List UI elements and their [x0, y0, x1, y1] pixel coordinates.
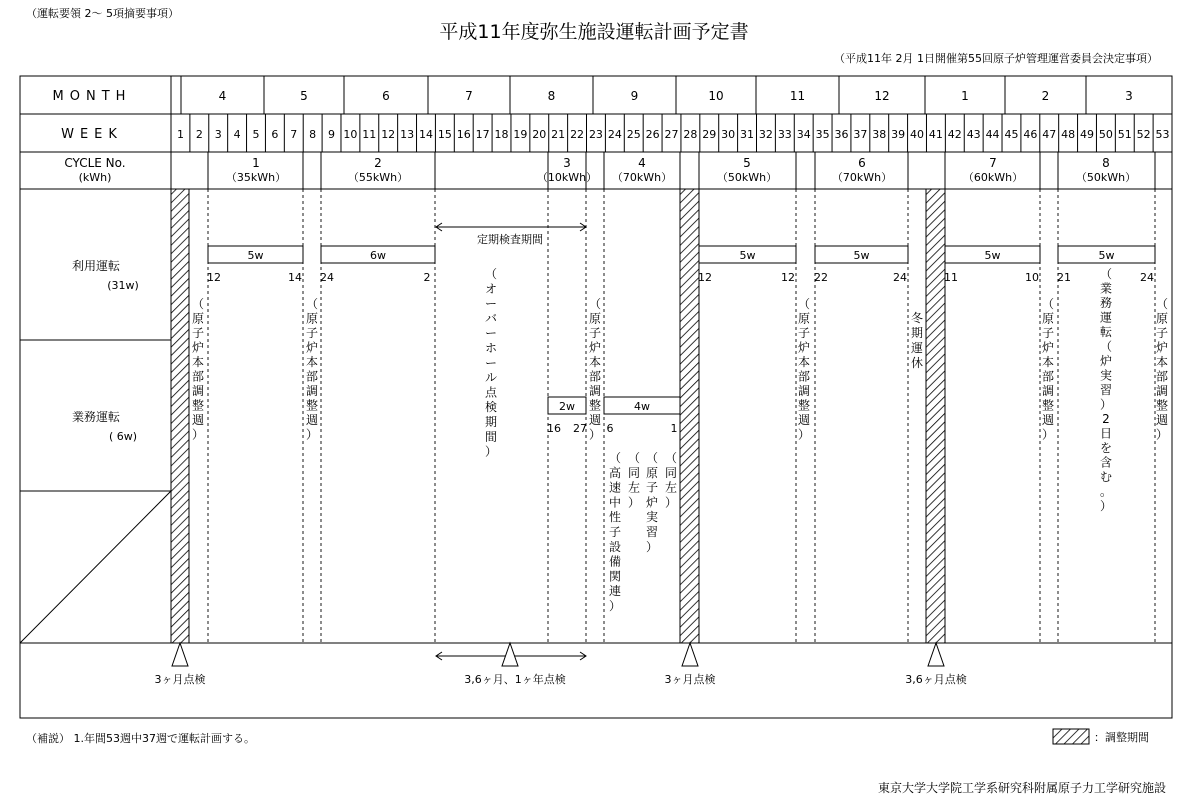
month-label: 10 — [708, 89, 724, 103]
cycle-number: 1 — [252, 156, 260, 170]
week-label: 47 — [1042, 128, 1057, 141]
gyoumu-start-day: 16 — [547, 422, 561, 435]
month-label: 8 — [547, 89, 556, 103]
week-label: 39 — [891, 128, 906, 141]
week-label: 41 — [928, 128, 943, 141]
week-label: 5 — [252, 128, 260, 141]
riyou-end-day: 10 — [1025, 271, 1039, 284]
inspection-label-2: 3,6ヶ月、1ヶ年点検 — [464, 673, 566, 686]
teiki-label: 定期検査期間 — [477, 233, 543, 246]
week-label: 40 — [910, 128, 925, 141]
cycle-row-unit: (kWh) — [78, 171, 112, 184]
week-label: 31 — [740, 128, 755, 141]
week-label: 1 — [176, 128, 184, 141]
winter-note: 冬期運休 — [910, 311, 924, 370]
week-label: 36 — [834, 128, 849, 141]
week-label: 13 — [400, 128, 415, 141]
adjust-note-3: （原子炉本部調整週） — [588, 297, 602, 442]
inspection-label-3: 3ヶ月点検 — [664, 673, 716, 686]
week-label: 33 — [777, 128, 792, 141]
cycle-number: 3 — [563, 156, 571, 170]
week-label: 27 — [664, 128, 679, 141]
cycle-number: 2 — [374, 156, 382, 170]
week-label: 49 — [1080, 128, 1095, 141]
week-label: 51 — [1117, 128, 1132, 141]
month-label: 4 — [218, 89, 227, 103]
week-label: 2 — [195, 128, 203, 141]
overhaul-note: （オーバーホール点検期間） — [484, 267, 498, 459]
adjust-note-4: （原子炉本部調整週） — [797, 297, 811, 442]
week-label: 15 — [437, 128, 452, 141]
teiki-arrow — [436, 223, 586, 231]
week-label: 18 — [494, 128, 509, 141]
gyoumu8-note: （業務運転（炉実習） 2 日を含む。） — [1099, 267, 1113, 513]
month-label: 5 — [300, 89, 308, 103]
week-label: 8 — [309, 128, 317, 141]
month-label: 7 — [465, 89, 473, 103]
gyoumu-start-day: 6 — [606, 422, 614, 435]
riyou-end-day: 2 — [423, 271, 431, 284]
week-label: 32 — [758, 128, 773, 141]
adjust-note-2: （原子炉本部調整週） — [305, 297, 319, 442]
week-label: 44 — [985, 128, 1000, 141]
week-label: 53 — [1155, 128, 1170, 141]
inspection-label-1: 3ヶ月点検 — [154, 673, 206, 686]
week-label: 42 — [947, 128, 962, 141]
week-label: 7 — [290, 128, 298, 141]
page-title: 平成11年度弥生施設運転計画予定書 — [439, 21, 749, 43]
legend-label: ：調整期間 — [1094, 731, 1149, 744]
week-label: 6 — [271, 128, 279, 141]
week-label: 28 — [683, 128, 698, 141]
gyoumu-row-weeks: ( 6w) — [108, 430, 138, 443]
decision-note: （平成11年 2月 1日開催第55回原子炉管理運営委員会決定事項） — [834, 52, 1158, 65]
adjustment-period-hatch — [171, 189, 189, 643]
riyou-row-weeks: (31w) — [107, 279, 139, 292]
month-label: 12 — [874, 89, 890, 103]
week-label: 45 — [1004, 128, 1019, 141]
month-label: 2 — [1041, 89, 1050, 103]
week-label: 22 — [570, 128, 585, 141]
week-label: 37 — [853, 128, 868, 141]
kousoku-note: （高速中性子設備関連） — [608, 451, 622, 613]
week-label: 38 — [872, 128, 887, 141]
adjustment-period-hatch — [926, 189, 945, 643]
week-label: 23 — [588, 128, 603, 141]
riyou-start-day: 12 — [207, 271, 221, 284]
inspection-marker — [682, 643, 698, 666]
week-label: 3 — [214, 128, 222, 141]
week-label: 25 — [626, 128, 641, 141]
adjustment-period-hatch — [680, 189, 699, 643]
inspection-marker — [502, 643, 518, 666]
cycle-kwh: （60kWh） — [962, 171, 1024, 184]
week-row-label: WEEK — [61, 127, 123, 142]
gyoumu-end-day: 27 — [573, 422, 587, 435]
week-label: 46 — [1023, 128, 1038, 141]
inspection-label-4: 3,6ヶ月点検 — [905, 673, 967, 686]
month-label: 3 — [1125, 89, 1133, 103]
riyou-start-day: 21 — [1057, 271, 1071, 284]
gyoumu-bar-label: 4w — [634, 400, 650, 413]
reference-note: （運転要領 2～ 5項摘要事項） — [26, 7, 179, 20]
douza-note-2: （同左） — [664, 451, 678, 510]
legend-hatch-swatch — [1053, 729, 1089, 744]
week-label: 10 — [343, 128, 358, 141]
gyoumu-end-day: 1 — [670, 422, 678, 435]
riyou-bar-label: 6w — [370, 249, 386, 262]
cycle-number: 7 — [989, 156, 997, 170]
organization-name: 東京大学大学院工学系研究科附属原子力工学研究施設 — [877, 781, 1166, 795]
riyou-row-label: 利用運転 — [71, 259, 121, 273]
cycle-number: 4 — [638, 156, 646, 170]
riyou-start-day: 11 — [944, 271, 958, 284]
riyou-end-day: 12 — [781, 271, 795, 284]
cycle-kwh: （70kWh） — [831, 171, 893, 184]
adjust-note-5: （原子炉本部調整週） — [1041, 297, 1055, 442]
riyou-end-day: 24 — [893, 271, 907, 284]
week-label: 11 — [362, 128, 377, 141]
month-row-label: MONTH — [52, 89, 132, 104]
week-label: 19 — [513, 128, 528, 141]
month-label: 1 — [961, 89, 969, 103]
week-label: 30 — [721, 128, 736, 141]
gyoumu-bar-label: 2w — [559, 400, 575, 413]
week-label: 26 — [645, 128, 660, 141]
riyou-start-day: 12 — [698, 271, 712, 284]
week-label: 16 — [456, 128, 471, 141]
week-label: 29 — [702, 128, 717, 141]
jisshu-note: （原子炉実習） — [645, 451, 659, 554]
week-label: 34 — [796, 128, 811, 141]
remark-text: （補説） 1.年間53週中37週で運転計画する。 — [26, 732, 255, 745]
douza-note-1: （同左） — [627, 451, 641, 510]
month-label: 11 — [789, 89, 806, 103]
adjust-note-6: （原子炉本部調整週） — [1155, 297, 1169, 442]
riyou-bar-label: 5w — [247, 249, 264, 262]
week-label: 50 — [1098, 128, 1113, 141]
riyou-end-day: 14 — [288, 271, 302, 284]
cycle-kwh: （50kWh） — [1075, 171, 1137, 184]
cycle-kwh: （50kWh） — [716, 171, 778, 184]
week-label: 21 — [551, 128, 566, 141]
riyou-bar-label: 5w — [853, 249, 870, 262]
gyoumu-row-label: 業務運転 — [71, 410, 121, 424]
week-label: 4 — [233, 128, 241, 141]
riyou-bar-label: 5w — [739, 249, 756, 262]
month-label: 9 — [630, 89, 639, 103]
week-label: 12 — [381, 128, 396, 141]
riyou-bar-label: 5w — [1098, 249, 1115, 262]
adjust-note-1: （原子炉本部調整週） — [191, 297, 205, 442]
cycle-kwh: （35kWh） — [225, 171, 287, 184]
week-label: 14 — [418, 128, 433, 141]
week-label: 43 — [966, 128, 981, 141]
riyou-end-day: 24 — [1140, 271, 1154, 284]
inspection-marker — [928, 643, 944, 666]
week-label: 17 — [475, 128, 490, 141]
cycle-number: 6 — [858, 156, 866, 170]
cycle-row-label: CYCLE No. — [64, 156, 126, 170]
week-label: 9 — [328, 128, 336, 141]
cycle-number: 8 — [1102, 156, 1110, 170]
week-label: 52 — [1136, 128, 1151, 141]
week-label: 48 — [1061, 128, 1076, 141]
month-label: 6 — [382, 89, 390, 103]
riyou-bar-label: 5w — [984, 249, 1001, 262]
riyou-start-day: 22 — [814, 271, 828, 284]
cycle-kwh: （55kWh） — [347, 171, 409, 184]
inspection-marker — [172, 643, 188, 666]
week-label: 35 — [815, 128, 830, 141]
riyou-start-day: 24 — [320, 271, 334, 284]
week-label: 24 — [607, 128, 622, 141]
cycle-number: 5 — [743, 156, 751, 170]
cycle-kwh: （10kWh） — [536, 171, 598, 184]
cycle-kwh: （70kWh） — [611, 171, 673, 184]
week-label: 20 — [532, 128, 547, 141]
